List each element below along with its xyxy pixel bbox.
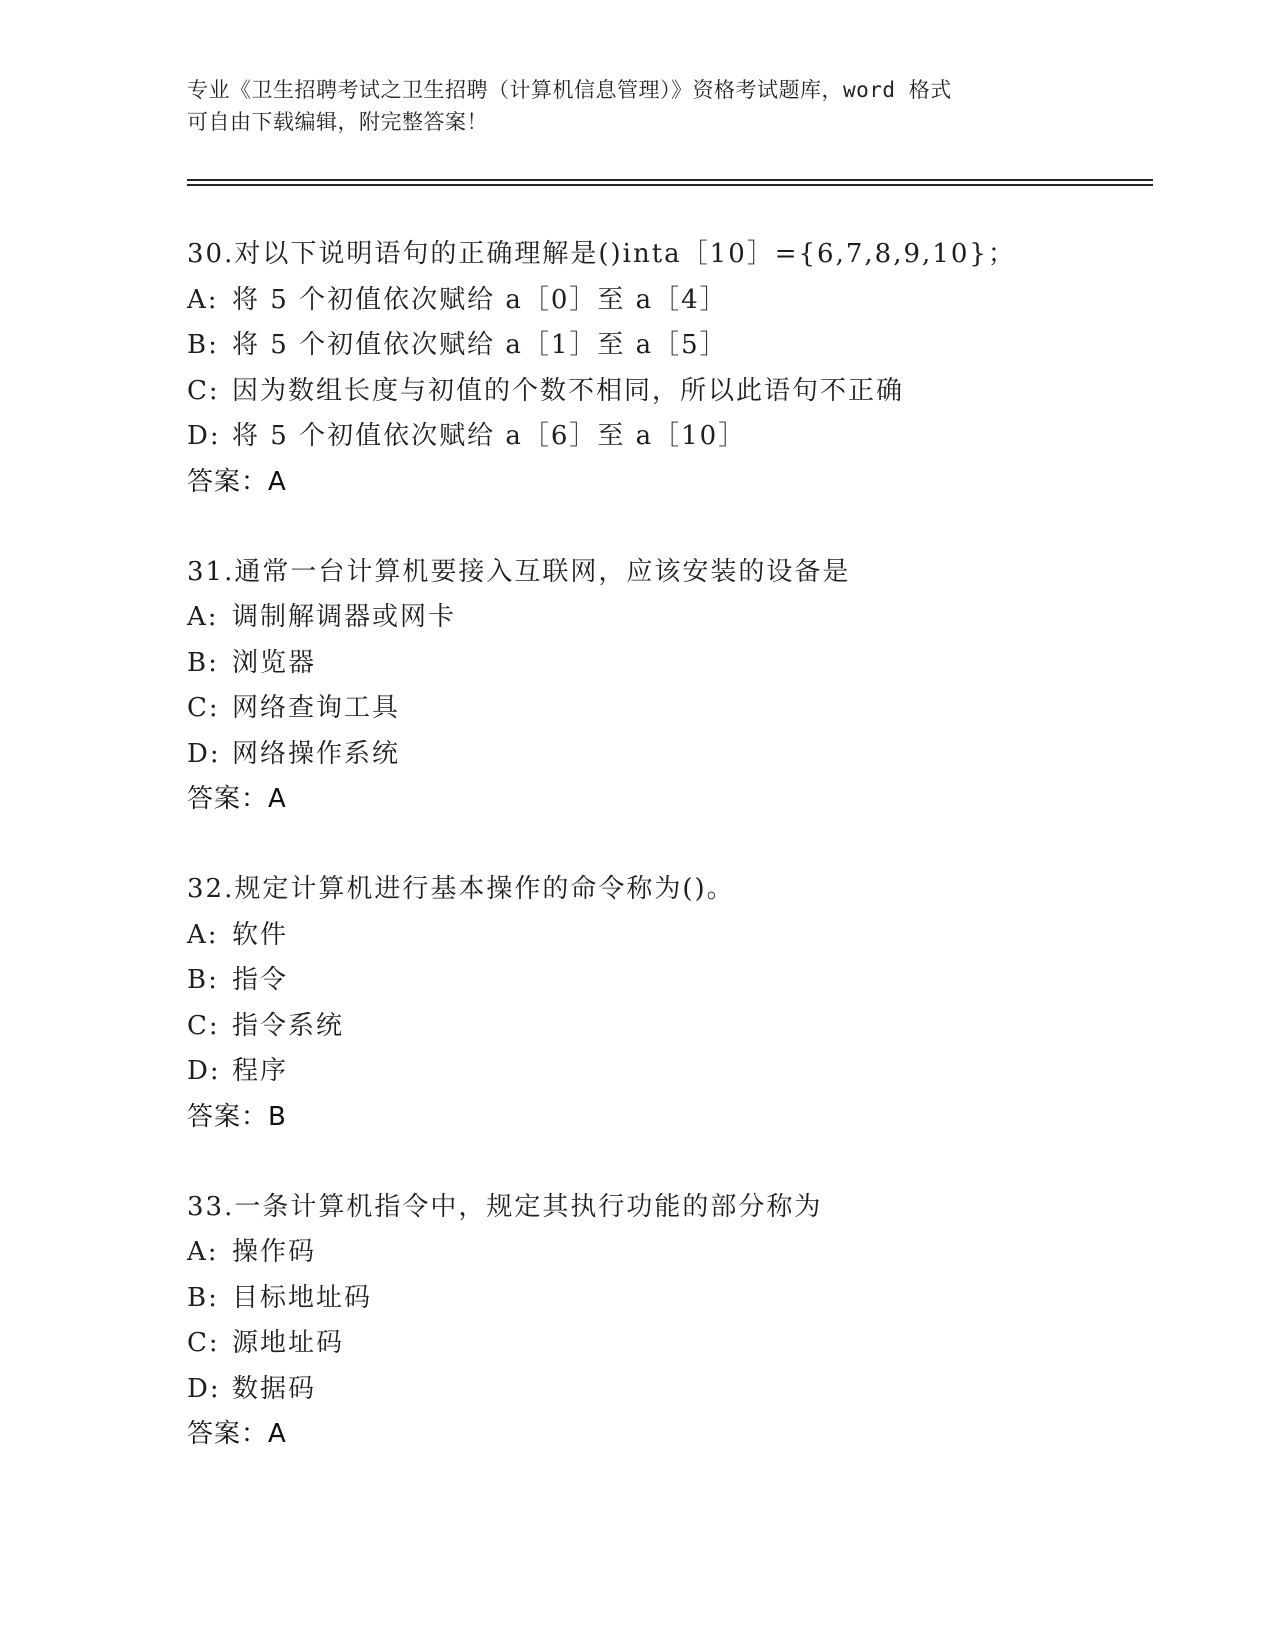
option-label: C:: [187, 1010, 220, 1041]
option-c: [187, 1004, 1147, 1050]
option-text: 因为数组长度与初值的个数不相同，所以此语句不正确: [232, 375, 905, 406]
option-b: [187, 1276, 1147, 1322]
option-text: 网络操作系统: [232, 738, 401, 769]
header-line-2: 可自由下载编辑，附完整答案！: [187, 110, 488, 134]
option-d: [187, 414, 1147, 460]
option-text: 软件: [232, 919, 289, 950]
header-rule-top: [187, 179, 1153, 181]
option-text: 将 5 个初值依次赋给 a［1］至 a［5］: [232, 330, 728, 360]
option-b: [187, 323, 1147, 369]
option-a: [187, 595, 1147, 641]
option-label: C:: [187, 375, 220, 406]
option-text: 将 5 个初值依次赋给 a［0］至 a［4］: [232, 284, 728, 315]
option-a: [187, 1230, 1147, 1276]
option-d: [187, 732, 1147, 778]
option-text: 目标地址码: [232, 1282, 373, 1313]
option-c: [187, 686, 1147, 732]
answer-line: 答案：A: [187, 466, 287, 497]
question-31: [187, 550, 1147, 823]
option-text: 浏览器: [232, 647, 317, 678]
option-label: D:: [187, 1056, 221, 1086]
option-text: 调制解调器或网卡: [232, 602, 457, 632]
option-label: B:: [187, 647, 219, 678]
option-label: A:: [187, 1237, 219, 1267]
option-label: D:: [187, 1373, 221, 1404]
option-text: 指令系统: [232, 1010, 345, 1041]
option-b: [187, 641, 1147, 687]
option-label: C:: [187, 1328, 220, 1358]
option-a: [187, 278, 1147, 324]
option-label: A:: [187, 284, 219, 315]
option-c: [187, 1321, 1147, 1367]
option-text: 源地址码: [232, 1328, 345, 1358]
header-rule-bottom: [187, 184, 1153, 186]
option-d: [187, 1049, 1147, 1095]
option-text: 程序: [232, 1056, 289, 1086]
question-32: [187, 867, 1147, 1140]
option-text: 操作码: [232, 1237, 317, 1267]
question-33: [187, 1185, 1147, 1458]
answer-line: 答案：B: [187, 1101, 287, 1132]
question-stem: 31.通常一台计算机要接入互联网，应该安装的设备是: [187, 556, 851, 587]
option-label: B:: [187, 965, 219, 995]
option-label: B:: [187, 1282, 219, 1313]
option-text: 数据码: [232, 1373, 317, 1404]
option-text: 网络查询工具: [232, 693, 401, 723]
question-30: [187, 232, 1147, 505]
option-text: 将 5 个初值依次赋给 a［6］至 a［10］: [232, 421, 747, 451]
header-line-1: 专业《卫生招聘考试之卫生招聘（计算机信息管理）》资格考试题库，word 格式: [187, 78, 952, 102]
document-header: [187, 74, 1087, 138]
option-b: [187, 958, 1147, 1004]
question-stem: 30.对以下说明语句的正确理解是()inta［10］={6,7,8,9,10}；: [187, 239, 1016, 269]
option-label: C:: [187, 693, 220, 723]
option-label: A:: [187, 602, 219, 632]
question-list: [187, 232, 1147, 1502]
option-text: 指令: [232, 965, 289, 995]
answer-line: 答案：A: [187, 784, 287, 814]
answer-line: 答案：A: [187, 1419, 287, 1449]
option-label: D:: [187, 421, 221, 451]
option-label: A:: [187, 919, 219, 950]
option-label: B:: [187, 330, 219, 360]
question-stem: 32.规定计算机进行基本操作的命令称为()。: [187, 874, 735, 904]
option-a: [187, 913, 1147, 959]
question-stem: 33.一条计算机指令中，规定其执行功能的部分称为: [187, 1191, 823, 1222]
option-c: [187, 369, 1147, 415]
option-label: D:: [187, 738, 221, 769]
option-d: [187, 1367, 1147, 1413]
